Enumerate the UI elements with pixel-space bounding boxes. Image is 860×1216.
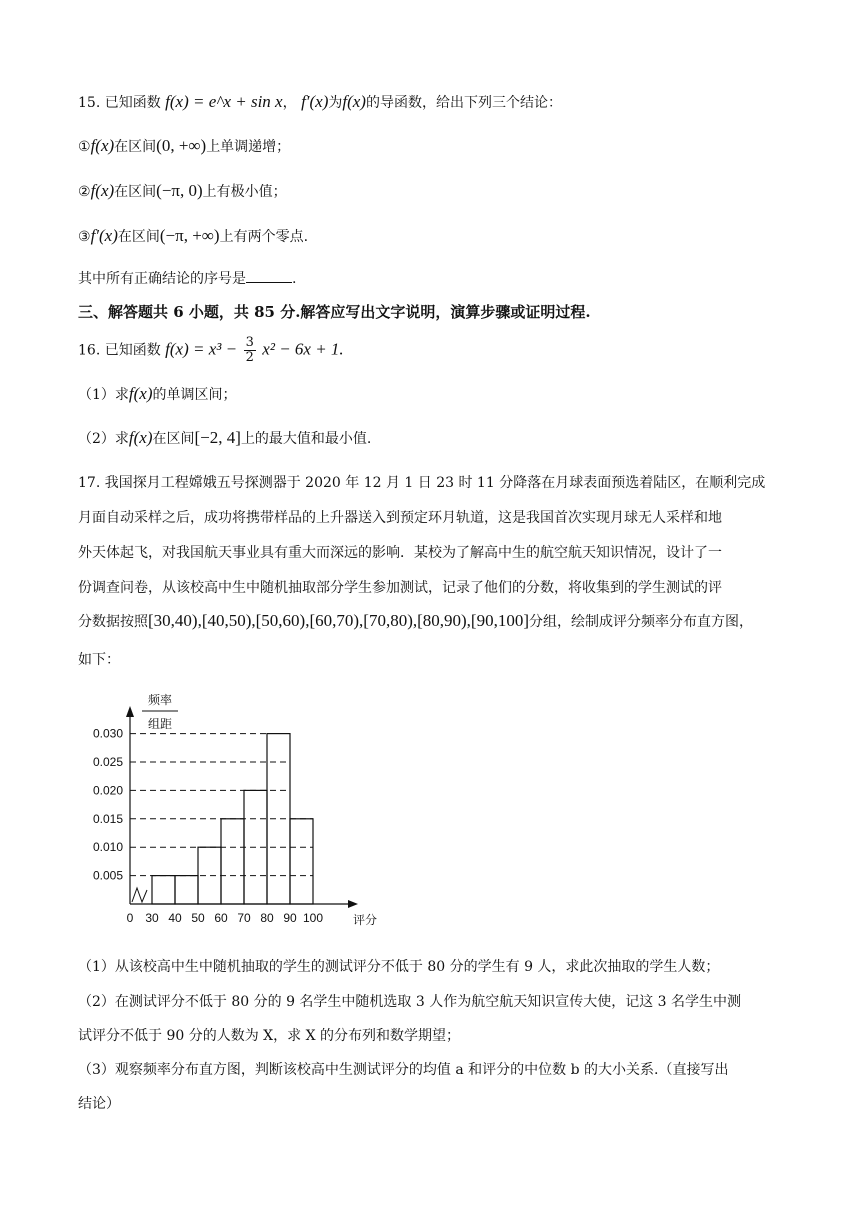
q15-conclusion-2: ②f(x)在区间(−π, 0)上有极小值； — [78, 181, 287, 200]
q15-function-def: f(x) = e^x + sin x — [165, 92, 283, 111]
frequency-histogram — [78, 690, 378, 940]
q16-intro: 16. 已知函数 f(x) = x³ − $\frac{3}{2}$ x² − 6x + 1. — [78, 335, 344, 365]
y-tick-label: 0.010 — [92, 840, 123, 855]
histogram-bar — [290, 819, 313, 904]
q17-line-2: 月面自动采样之后，成功将携带样品的上升器送入到预定环月轨道，这是我国首次实现月球无人采样和地 — [78, 510, 722, 526]
q17-line-4: 份调查问卷，从该校高中生中随机抽取部分学生参加测试，记录了他们的分数，将收集到的学生测试的评 — [78, 580, 722, 596]
x-tick-label: 40 — [168, 911, 182, 925]
x-tick-label: 70 — [237, 911, 251, 925]
q17-part1: （1）从该校高中生中随机抽取的学生的测试评分不低于 80 分的学生有 9 人，求此次抽取的学生人数； — [78, 959, 720, 975]
q17-part3-line1: （3）观察频率分布直方图，判断该校高中生测试评分的均值 a 和评分的中位数 b 的大小关系.（直接写出 — [78, 1062, 729, 1078]
q16-part1: （1）求f(x)的单调区间； — [78, 384, 237, 403]
q15-conclusion-3: ③f′(x)在区间(−π, +∞)上有两个零点. — [78, 226, 309, 245]
q15-intro: 15. 已知函数 f(x) = e^x + sin x， f′(x)为f(x)的导函数，给出下列三个结论： — [78, 92, 562, 111]
q17-part2-line2: 试评分不低于 90 分的人数为 X，求 X 的分布列和数学期望； — [78, 1028, 460, 1044]
origin-label: 0 — [126, 911, 134, 925]
histogram-bar — [152, 876, 175, 904]
q17-line-1: 17. 我国探月工程嫦娥五号探测器于 2020 年 12 月 1 日 23 时 11 分降落在月球表面预选着陆区，在顺利完成 — [78, 475, 766, 491]
x-tick-label: 80 — [260, 911, 274, 925]
x-axis-label: 评分 — [352, 913, 378, 927]
y-axis-arrow-icon — [126, 706, 134, 717]
y-axis-label-bottom: 组距 — [147, 717, 173, 731]
q15-conclusion-1: ①f(x)在区间(0, +∞)上单调递增； — [78, 136, 291, 155]
y-tick-label: 0.005 — [92, 868, 123, 883]
q16-fraction: $\frac{3}{2}$ — [245, 335, 254, 365]
y-axis-label-top: 频率 — [147, 693, 173, 707]
q17-line-5: 分数据按照[30,40),[40,50),[50,60),[60,70),[70,80),[80,90),[90,100]分组，绘制成评分频率分布直方图， — [78, 611, 754, 630]
q17-part2-line1: （2）在测试评分不低于 80 分的 9 名学生中随机选取 3 人作为航空航天知识宣传大使，记这 3 名学生中测 — [78, 994, 742, 1010]
x-tick-label: 50 — [191, 911, 205, 925]
answer-blank — [246, 282, 292, 283]
q15-question: 其中所有正确结论的序号是 . — [78, 271, 297, 287]
x-tick-label: 60 — [214, 911, 228, 925]
y-tick-label: 0.025 — [92, 755, 123, 769]
axis-break-mark — [132, 888, 147, 902]
q16-part2: （2）求f(x)在区间[−2, 4]上的最大值和最小值. — [78, 428, 372, 447]
y-tick-label: 0.015 — [92, 811, 123, 826]
histogram-bar — [221, 819, 244, 904]
q17-part3-line2: 结论） — [78, 1096, 120, 1112]
q15-derivative: f′(x) — [301, 92, 329, 111]
q17-line-3: 外天体起飞，对我国航天事业具有重大而深远的影响．某校为了解高中生的航空航天知识情况，设计了一 — [78, 545, 722, 561]
section-title: 三、解答题共 6 小题，共 85 分.解答应写出文字说明，演算步骤或证明过程. — [78, 303, 591, 321]
x-tick-label: 30 — [145, 911, 159, 925]
q15-fx: f(x) — [342, 92, 366, 111]
x-axis-arrow-icon — [348, 900, 358, 908]
y-tick-label: 0.020 — [92, 783, 123, 798]
x-tick-label: 90 — [283, 911, 297, 925]
q17-line-6: 如下： — [78, 652, 120, 668]
x-tick-label: 100 — [302, 911, 324, 925]
histogram-bar — [175, 876, 198, 904]
y-tick-label: 0.030 — [92, 726, 123, 741]
